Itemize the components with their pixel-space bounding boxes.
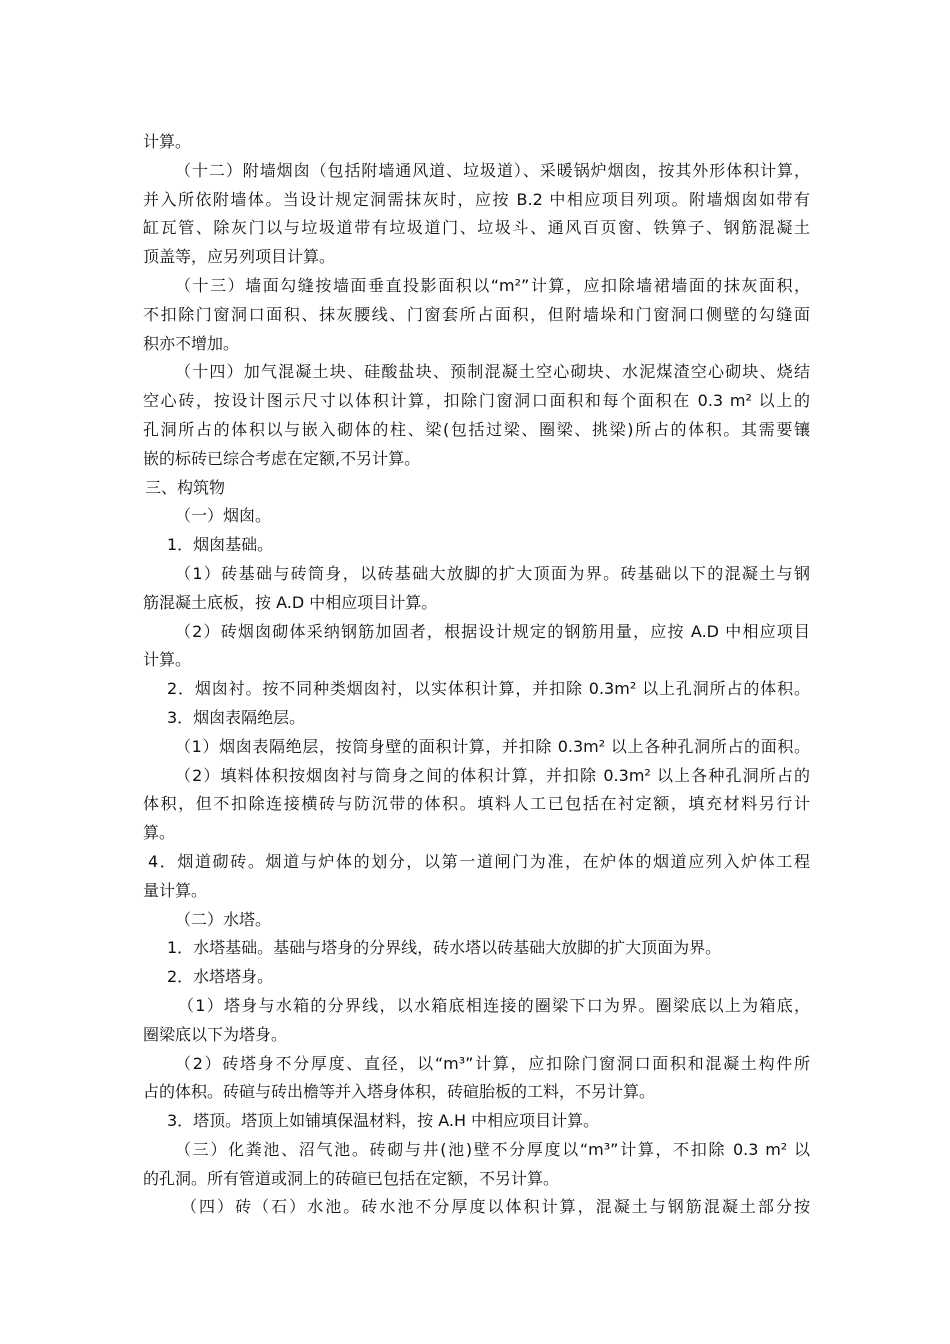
text-line: 4．烟道砌砖。烟道与炉体的划分，以第一道闸门为准，在炉体的烟道应列入炉体工程 bbox=[148, 851, 810, 871]
text-line: 占的体积。砖碹与砖出檐等并入塔身体积，砖碹胎板的工料，不另计算。 bbox=[143, 1082, 656, 1102]
text-line: （四）砖（石）水池。砖水池不分厚度以体积计算，混凝土与钢筋混凝土部分按 bbox=[181, 1197, 810, 1217]
text-line: 并入所依附墙体。当设计规定洞需抹灰时，应按 B.2 中相应项目列项。附墙烟囱如带有 bbox=[143, 189, 810, 209]
text-line: （2）砖塔身不分厚度、直径，以“m³”计算，应扣除门窗洞口面积和混凝土构件所 bbox=[175, 1053, 810, 1073]
text-line: 计算。 bbox=[143, 650, 192, 670]
text-line: （2）填料体积按烟囱衬与筒身之间的体积计算，并扣除 0.3m² 以上各种孔洞所占的 bbox=[175, 765, 810, 785]
subsection-heading: （一）烟囱。 bbox=[175, 506, 272, 526]
text-line: 算。 bbox=[143, 823, 176, 843]
text-line: 嵌的标砖已综合考虑在定额,不另计算。 bbox=[143, 448, 421, 468]
text-line: 1．水塔基础。基础与塔身的分界线，砖水塔以砖基础大放脚的扩大顶面为界。 bbox=[167, 938, 722, 958]
text-line: 体积，但不扣除连接横砖与防沉带的体积。填料人工已包括在衬定额，填充材料另行计 bbox=[143, 794, 810, 814]
text-line: 2．烟囱衬。按不同种类烟囱衬，以实体积计算，并扣除 0.3m² 以上孔洞所占的体积。 bbox=[167, 679, 810, 699]
text-line: （2）砖烟囱砌体采纳钢筋加固者，根据设计规定的钢筋用量，应按 A.D 中相应项目 bbox=[175, 621, 810, 641]
text-line: 缸瓦管、除灰门以与垃圾道带有垃圾道门、垃圾斗、通风百页窗、铁箅子、钢筋混凝土 bbox=[143, 218, 810, 238]
text-line: 孔洞所占的体积以与嵌入砌体的柱、梁(包括过梁、圈梁、挑梁)所占的体积。其需要镶 bbox=[143, 419, 810, 439]
item-heading: 3．烟囱表隔绝层。 bbox=[167, 707, 306, 727]
text-line: 空心砖，按设计图示尺寸以体积计算，扣除门窗洞口面积和每个面积在 0.3 m² 以上的 bbox=[143, 391, 810, 411]
text-line: 积亦不增加。 bbox=[143, 333, 240, 353]
text-line: 筋混凝土底板，按 A.D 中相应项目计算。 bbox=[143, 592, 438, 612]
text-line: 不扣除门窗洞口面积、抹灰腰线、门窗套所占面积，但附墙垛和门窗洞口侧壁的勾缝面 bbox=[143, 304, 810, 324]
text-line: （1）砖基础与砖筒身，以砖基础大放脚的扩大顶面为界。砖基础以下的混凝土与钢 bbox=[175, 563, 810, 583]
text-line: 的孔洞。所有管道或洞上的砖碹已包括在定额，不另计算。 bbox=[143, 1168, 560, 1188]
item-heading: 1．烟囱基础。 bbox=[167, 535, 274, 555]
section-heading: 三、构筑物 bbox=[145, 477, 226, 497]
text-line: 计算。 bbox=[143, 132, 192, 151]
text-line: 顶盖等，应另列项目计算。 bbox=[143, 247, 336, 267]
text-line: 圈梁底以下为塔身。 bbox=[143, 1024, 288, 1044]
text-line: （1）塔身与水箱的分界线，以水箱底相连接的圈梁下口为界。圈梁底以上为箱底， bbox=[178, 995, 810, 1015]
text-line: （三）化粪池、沼气池。砖砌与井(池)壁不分厚度以“m³”计算，不扣除 0.3 m² 以 bbox=[175, 1139, 810, 1159]
text-line: （十二）附墙烟囱（包括附墙通风道、垃圾道）、采暖锅炉烟囱，按其外形体积计算， bbox=[175, 160, 810, 180]
text-line: （1）烟囱表隔绝层，按筒身壁的面积计算，并扣除 0.3m² 以上各种孔洞所占的面积。 bbox=[175, 736, 810, 756]
text-line: （十三）墙面勾缝按墙面垂直投影面积以“m²”计算，应扣除墙裙墙面的抹灰面积， bbox=[175, 275, 810, 295]
item-heading: 2．水塔塔身。 bbox=[167, 967, 274, 987]
text-line: （十四）加气混凝土块、硅酸盐块、预制混凝土空心砌块、水泥煤渣空心砌块、烧结 bbox=[175, 362, 810, 382]
subsection-heading: （二）水塔。 bbox=[175, 909, 272, 929]
text-line: 3．塔顶。塔顶上如铺填保温材料，按 A.H 中相应项目计算。 bbox=[167, 1111, 600, 1131]
text-line: 量计算。 bbox=[143, 880, 208, 900]
